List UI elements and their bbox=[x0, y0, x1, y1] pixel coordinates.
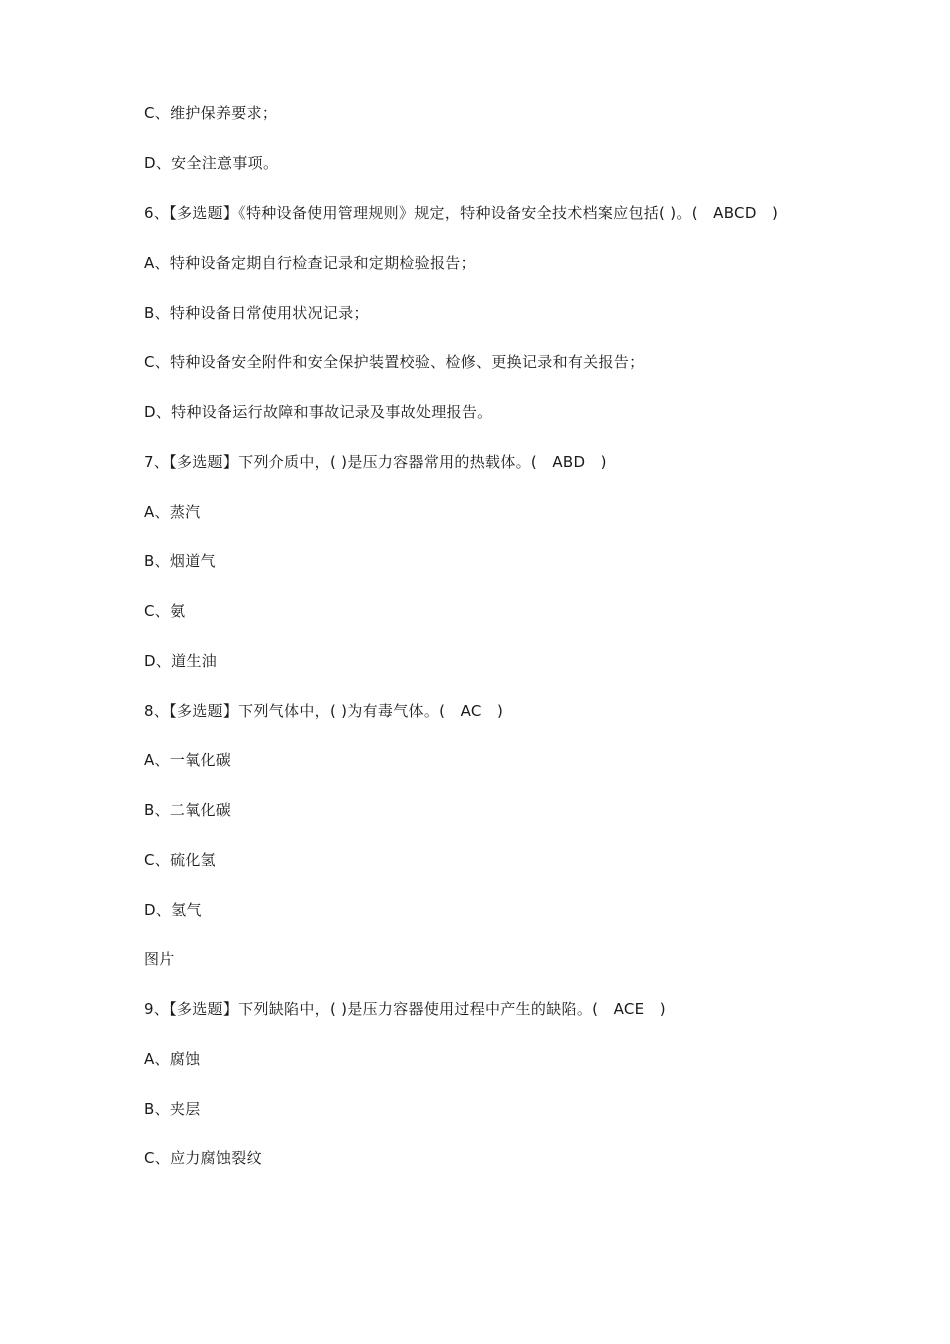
q6-option-c: C、特种设备安全附件和安全保护装置校验、检修、更换记录和有关报告； bbox=[144, 353, 645, 371]
q6-option-a: A、特种设备定期自行检查记录和定期检验报告； bbox=[144, 254, 476, 272]
q8-option-c: C、硫化氢 bbox=[144, 851, 216, 869]
question-7: 7、【多选题】下列介质中，( )是压力容器常用的热载体。( ABD ) bbox=[144, 453, 607, 471]
image-placeholder-label: 图片 bbox=[144, 950, 175, 968]
q7-option-c: C、氨 bbox=[144, 602, 186, 620]
q7-option-b: B、烟道气 bbox=[144, 552, 216, 570]
q7-option-a: A、蒸汽 bbox=[144, 503, 201, 521]
q8-option-b: B、二氧化碳 bbox=[144, 801, 232, 819]
q6-option-b: B、特种设备日常使用状况记录； bbox=[144, 304, 369, 322]
q9-option-a: A、腐蚀 bbox=[144, 1050, 201, 1068]
option-c-maintenance: C、维护保养要求； bbox=[144, 104, 278, 122]
option-d-safety-notes: D、安全注意事项。 bbox=[144, 154, 279, 172]
question-6: 6、【多选题】《特种设备使用管理规则》规定，特种设备安全技术档案应包括( )。( ABCD ) bbox=[144, 204, 779, 222]
question-8: 8、【多选题】下列气体中，( )为有毒气体。( AC ) bbox=[144, 702, 504, 720]
q9-option-b: B、夹层 bbox=[144, 1100, 201, 1118]
q8-option-a: A、一氧化碳 bbox=[144, 751, 232, 769]
q9-option-c: C、应力腐蚀裂纹 bbox=[144, 1149, 262, 1167]
q8-option-d: D、氢气 bbox=[144, 901, 202, 919]
q7-option-d: D、道生油 bbox=[144, 652, 218, 670]
question-9: 9、【多选题】下列缺陷中，( )是压力容器使用过程中产生的缺陷。( ACE ) bbox=[144, 1000, 666, 1018]
q6-option-d: D、特种设备运行故障和事故记录及事故处理报告。 bbox=[144, 403, 493, 421]
